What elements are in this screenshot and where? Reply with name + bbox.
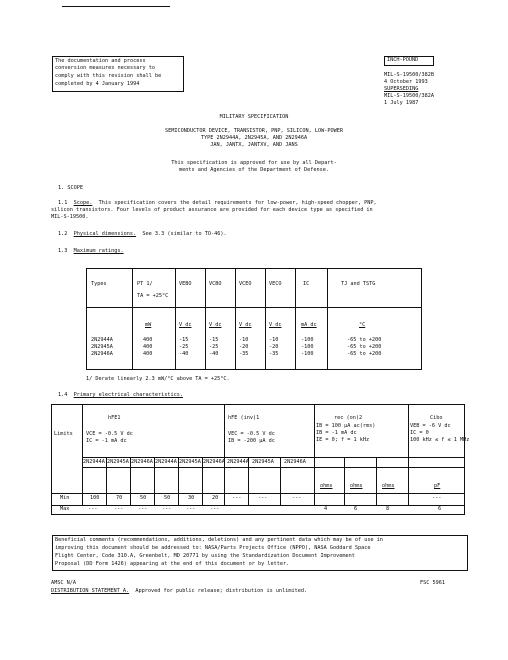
distribution-text: Approved for public release; distribution is unlimited. <box>135 588 308 594</box>
doc-date: 4 October 1993 <box>384 79 428 85</box>
comments-line-3: Flight Center, Code 310.A, Greenbelt, MD 20771 by using the Standardization Document Improvement <box>55 553 355 559</box>
ratings-header-pt: PT 1/ <box>137 281 153 287</box>
electrical-type-2: 2N2945A <box>107 459 129 465</box>
min-value-6: 20 <box>212 495 219 501</box>
para-1-3-title: Maximum ratings. <box>73 248 124 254</box>
ratings-unit-pt: mW <box>145 322 152 328</box>
para-1-2 <box>58 231 227 237</box>
superseded-date: 1 July 1987 <box>384 100 419 106</box>
ratings-header-vceo: VCEO <box>239 281 252 287</box>
electrical-type-5: 2N2945A <box>179 459 201 465</box>
title-line-1: MILITARY SPECIFICATION <box>219 114 289 120</box>
ratings-unit-ic: mA dc <box>301 322 317 328</box>
para-1-2-title: Physical dimensions. <box>73 231 137 237</box>
max-value-10: 6 <box>438 506 442 512</box>
comments-line-2: improving this document should be addressed to: NASA/Parts Projects Office (NPPO), NASA Goddard Space <box>55 545 371 551</box>
min-value-4: 50 <box>164 495 171 501</box>
electrical-type-9: 2N2946A <box>284 459 306 465</box>
hfe-inv-cond-1: VEC = -0.5 V dc <box>228 431 275 437</box>
electrical-table <box>51 404 470 506</box>
electrical-type-4: 2N2944A <box>155 459 177 465</box>
electrical-unit-pf: pF <box>434 483 441 489</box>
ratings-row-2-vceo: -20 <box>239 344 249 350</box>
cibo-cond-3: 100 kHz ≤ f ≤ 1 MHz <box>410 437 470 443</box>
hfe1-cond-2: IC = -1 mA dc <box>86 438 127 444</box>
superseding-label: SUPERSEDING <box>384 86 419 92</box>
title-line-2: SEMICONDUCTOR DEVICE, TRANSISTOR, PNP, SILICON, LOW-POWER <box>164 128 344 134</box>
ratings-row-3-temp: -65 to +200 <box>347 351 382 357</box>
ratings-header-veco: VECO <box>269 281 282 287</box>
ratings-header-tj: TJ and TSTG <box>341 281 376 287</box>
notice-line-2: conversion measures necessary to <box>55 65 155 71</box>
max-value-8: 6 <box>354 506 358 512</box>
electrical-unit-ohms-3: ohms <box>382 483 395 489</box>
para-1-4-title: Primary electrical characteristics. <box>73 392 183 398</box>
para-1-1 <box>58 200 377 206</box>
electrical-max-row <box>51 505 465 515</box>
notice-line-1: The documentation and process <box>55 58 146 64</box>
inch-pound-box <box>384 56 434 66</box>
max-value-3: --- <box>138 506 148 512</box>
notice-line-3: comply with this revision shall be <box>55 73 162 79</box>
ratings-row-1-vcbo: -15 <box>209 337 219 343</box>
hfe1-title: hFE1 <box>108 415 121 421</box>
max-value-1: --- <box>88 506 98 512</box>
para-1-1-line-2: silicon transistors. Four levels of product assurance are provided for each device type as specified in <box>51 207 373 213</box>
electrical-min-label: Min <box>60 495 70 501</box>
para-1-3-number: 1.3 <box>58 248 68 254</box>
min-value-2: 70 <box>116 495 123 501</box>
ratings-row-2-vebo: -25 <box>179 344 189 350</box>
min-value-9: --- <box>292 495 302 501</box>
amsc-label: AMSC N/A <box>51 580 76 586</box>
comments-box <box>52 535 468 571</box>
max-value-4: --- <box>162 506 172 512</box>
rec-on-title: rec (on)2 <box>334 415 363 421</box>
comments-line-4: Proposal (DD Form 1426) appearing at the end of this document or by letter. <box>55 561 290 567</box>
scope-heading: 1. SCOPE <box>58 185 83 191</box>
para-1-2-number: 1.2 <box>58 231 68 237</box>
ratings-row-1-vebo: -15 <box>179 337 189 343</box>
electrical-max-label: Max <box>60 506 70 512</box>
ratings-unit-vcbo: V dc <box>209 322 222 328</box>
electrical-type-7: 2N2944A <box>227 459 249 465</box>
superseded-number: MIL-S-19500/382A <box>384 93 434 99</box>
distribution-statement <box>51 588 307 594</box>
ratings-row-1-temp: -65 to +200 <box>347 337 382 343</box>
para-1-1-title: Scope. <box>73 200 93 206</box>
ratings-row-1-vceo: -10 <box>239 337 249 343</box>
max-value-2: --- <box>114 506 124 512</box>
ratings-row-3-vebo: -40 <box>179 351 189 357</box>
para-1-1-line-3: MIL-S-19500. <box>51 214 89 220</box>
rec-on-cond-2: IB = -1 mA dc <box>316 430 357 436</box>
title-line-4: JAN, JANTX, JANTXV, AND JANS <box>210 142 298 148</box>
cibo-cond-1: VEB = -6 V dc <box>410 423 451 429</box>
ratings-row-3-vceo: -35 <box>239 351 249 357</box>
ratings-unit-temp: °C <box>359 322 366 328</box>
rec-on-cond-3: IE = 0; f = 1 kHz <box>316 437 370 443</box>
ratings-row-3-vcbo: -40 <box>209 351 219 357</box>
ratings-row-3-pt: 400 <box>143 351 153 357</box>
title-line-3: TYPE 2N2944A, 2N2945A, AND 2N2946A <box>200 135 308 141</box>
fsc-label: FSC 5961 <box>420 580 445 586</box>
electrical-type-8: 2N2945A <box>252 459 274 465</box>
para-1-1-number: 1.1 <box>58 200 68 206</box>
ratings-row-2-ic: -100 <box>301 344 314 350</box>
cibo-cond-2: IC = 0 <box>410 430 429 436</box>
max-value-6: --- <box>210 506 220 512</box>
electrical-unit-ohms-2: ohms <box>350 483 363 489</box>
ratings-header-ic: IC <box>303 281 310 287</box>
approval-line-2: ments and Agencies of the Department of Defense. <box>179 167 329 173</box>
doc-number: MIL-S-19500/382B <box>384 72 434 78</box>
ratings-header-vcbo: VCBO <box>209 281 222 287</box>
inch-pound-label: INCH-POUND <box>387 57 419 63</box>
ratings-footnote: 1/ Derate linearly 2.3 mW/°C above TA = +25°C. <box>86 376 230 382</box>
electrical-type-3: 2N2946A <box>131 459 153 465</box>
ratings-row-2-type: 2N2945A <box>91 344 113 350</box>
ratings-ta-note: TA = +25°C <box>137 293 169 299</box>
ratings-row-3-type: 2N2946A <box>91 351 113 357</box>
ratings-row-2-veco: -20 <box>269 344 279 350</box>
ratings-row-1-pt: 400 <box>143 337 153 343</box>
para-1-2-text: See 3.3 (similar to TO-46). <box>142 231 227 237</box>
top-rule <box>62 6 170 7</box>
hfe-inv-cond-2: IB = -200 µA dc <box>228 438 275 444</box>
min-value-3: 50 <box>140 495 147 501</box>
ratings-row-2-vcbo: -25 <box>209 344 219 350</box>
ratings-row-2-pt: 400 <box>143 344 153 350</box>
min-value-8: --- <box>258 495 268 501</box>
ratings-unit-vebo: V dc <box>179 322 192 328</box>
min-value-10: --- <box>432 495 442 501</box>
electrical-type-1: 2N2944A <box>83 459 105 465</box>
electrical-unit-ohms-1: ohms <box>320 483 333 489</box>
para-1-3 <box>58 248 124 254</box>
min-value-1: 100 <box>90 495 100 501</box>
ratings-row-3-ic: -100 <box>301 351 314 357</box>
electrical-limits-label: Limits <box>54 431 73 437</box>
hfe1-cond-1: VCE = -0.5 V dc <box>86 431 133 437</box>
notice-line-4: completed by 4 January 1994 <box>55 81 140 87</box>
para-1-1-text: This specification covers the detail requirements for low-power, high-speed chopper, PNP, <box>98 200 377 206</box>
approval-line-1: This specification is approved for use by all Depart- <box>171 160 337 166</box>
notice-box <box>52 56 184 92</box>
ratings-table <box>86 268 422 370</box>
ratings-row-2-temp: -65 to +200 <box>347 344 382 350</box>
max-value-9: 8 <box>386 506 390 512</box>
comments-line-1: Beneficial comments (recommendations, additions, deletions) and any pertinent data which may be of use in <box>55 537 383 543</box>
ratings-row-1-ic: -100 <box>301 337 314 343</box>
electrical-type-6: 2N2946A <box>203 459 225 465</box>
min-value-5: 30 <box>188 495 195 501</box>
ratings-row-1-veco: -10 <box>269 337 279 343</box>
para-1-4-number: 1.4 <box>58 392 68 398</box>
max-value-7: 4 <box>324 506 328 512</box>
para-1-4 <box>58 392 183 398</box>
ratings-unit-veco: V dc <box>269 322 282 328</box>
distribution-label: DISTRIBUTION STATEMENT A. <box>51 588 130 594</box>
min-value-7: --- <box>232 495 242 501</box>
rec-on-cond-1: IB = 100 µA ac(rms) <box>316 423 376 429</box>
max-value-5: --- <box>186 506 196 512</box>
ratings-unit-vceo: V dc <box>239 322 252 328</box>
ratings-row-1-type: 2N2944A <box>91 337 113 343</box>
cibo-title: Cibo <box>430 415 443 421</box>
ratings-header-vebo: VEBO <box>179 281 192 287</box>
ratings-row-3-veco: -35 <box>269 351 279 357</box>
ratings-header-types: Types <box>91 281 107 287</box>
hfe-inv-title: hFE (inv)1 <box>228 415 260 421</box>
